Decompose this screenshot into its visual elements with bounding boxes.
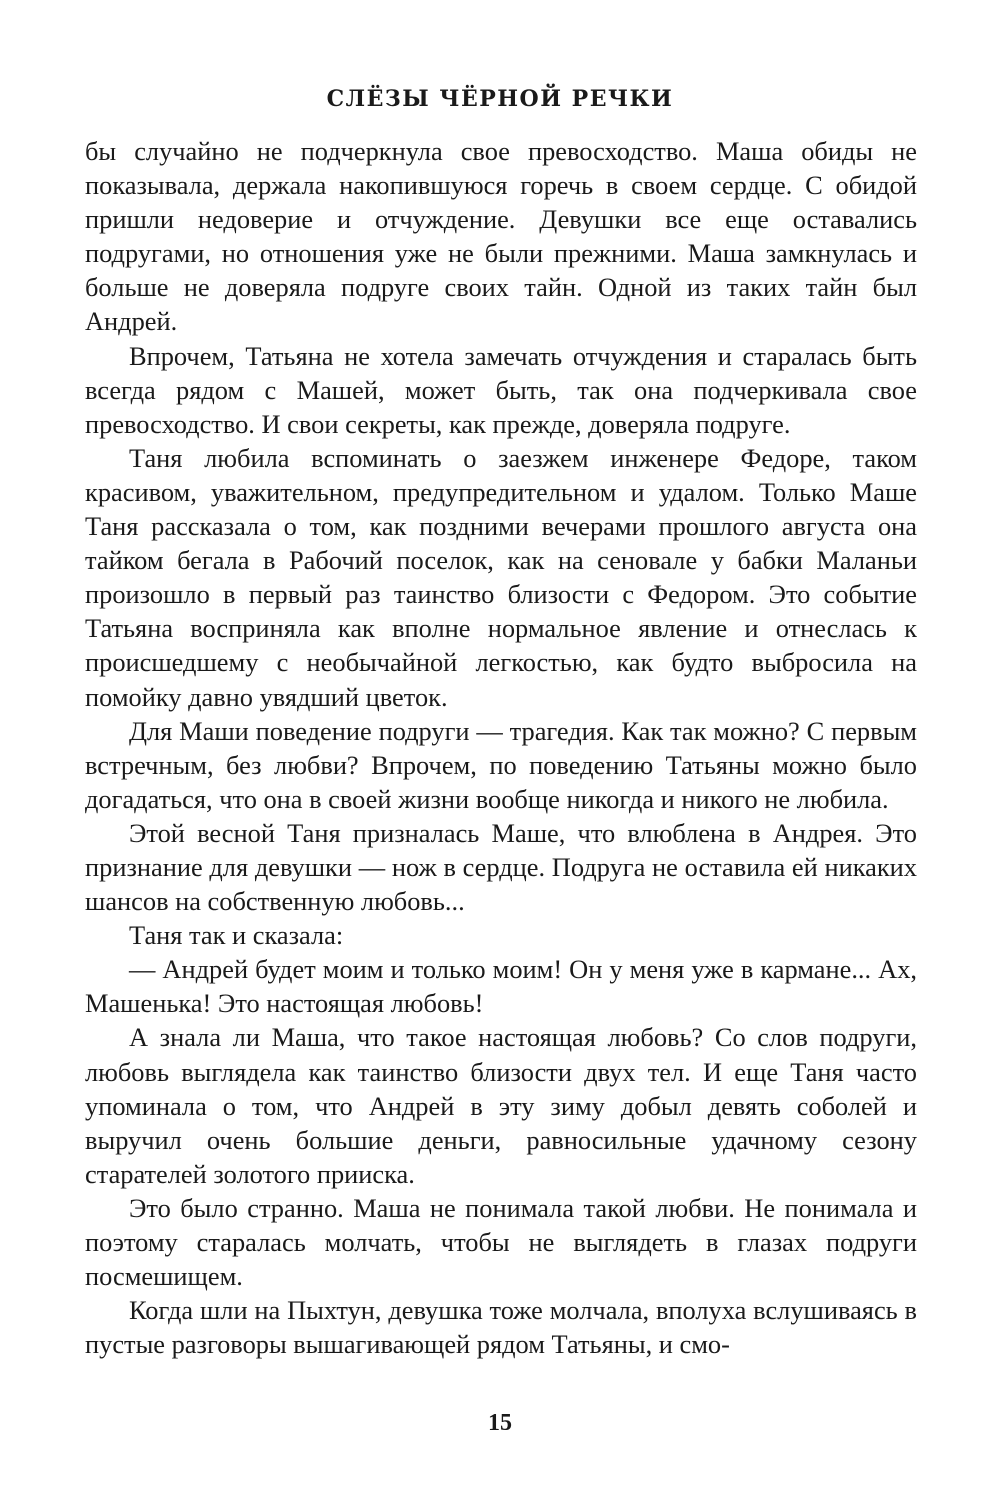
paragraph: Таня так и сказала: — [129, 920, 344, 951]
running-title: СЛЁЗЫ ЧЁРНОЙ РЕЧКИ — [326, 86, 674, 112]
body-text — [85, 134, 917, 1361]
paragraph: Таня любила вспоминать о заезжем инженере Федоре, таком красивом, уважительном, предупредительном и удалом. Только Маше Таня рассказала о том, как поздними вечерами прошлого августа она тайком бегала в Рабочий поселок, как на сеновале у бабки Маланьи произошло в первый раз таинство близости с Федором. Это событие Татьяна восприняла как вполне нормальное явление и отнеслась к происшедшему с необычайной легкостью, как будто выбросила на помойку давно увядший цветок. — [85, 442, 917, 712]
paragraph: Когда шли на Пыхтун, девушка тоже молчала, вполуха вслушиваясь в пустые разговоры вышагивающей рядом Татьяны, и смо- — [85, 1295, 917, 1360]
paragraph: Впрочем, Татьяна не хотела замечать отчуждения и старалась быть всегда рядом с Машей, может быть, так она подчеркивала свое превосходство. И свои секреты, как прежде, доверяла подруге. — [85, 340, 917, 439]
paragraph: Для Маши поведение подруги — трагедия. Как так можно? С первым встречным, без любви? Впрочем, по поведению Татьяны можно было догадаться, что она в своей жизни вообще никогда и никого не любила. — [85, 715, 917, 814]
paragraph: Это было странно. Маша не понимала такой любви. Не понимала и поэтому старалась молчать, чтобы не выглядеть в глазах подруги посмешищем. — [85, 1192, 917, 1292]
paragraph-continued: бы случайно не подчеркнула свое превосходство. Маша обиды не показывала, держала накопившуюся горечь в своем сердце. С обидой пришли недоверие и отчуждение. Девушки все еще оставались подругами, но отношения уже не были прежними. Маша замкнулась и больше не доверяла подруге своих тайн. Одной из таких тайн был Андрей. — [85, 136, 917, 337]
paragraph: Этой весной Таня призналась Маше, что влюблена в Андрея. Это признание для девушки — нож в сердце. Подруга не оставила ей никаких шансов на собственную любовь... — [85, 817, 917, 917]
paragraph: А знала ли Маша, что такое настоящая любовь? Со слов подруги, любовь выглядела как таинство близости двух тел. И еще Таня часто упоминала о том, что Андрей в эту зиму добыл девять соболей и выручил очень большие деньги, равносильные удачному сезону старателей золотого прииска. — [85, 1022, 917, 1189]
page-number: 15 — [488, 1410, 512, 1436]
dialogue-paragraph: — Андрей будет моим и только моим! Он у меня уже в кармане... Ах, Машенька! Это настоящая любовь! — [85, 954, 917, 1019]
